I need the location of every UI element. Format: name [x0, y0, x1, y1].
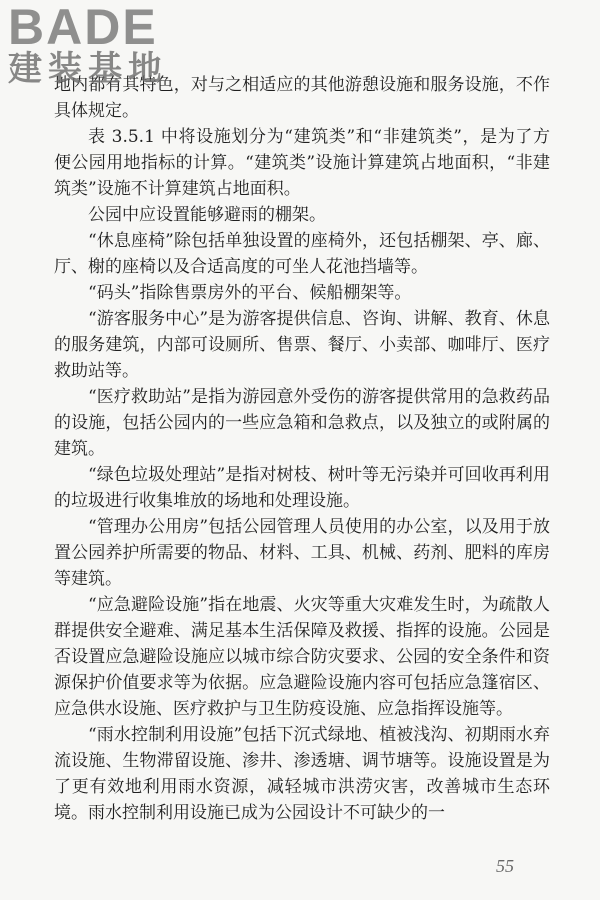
watermark-chinese-text: 建装基地 — [8, 49, 168, 89]
paragraph-medical-station: “医疗救助站”是指为游园意外受伤的游客提供常用的急救药品的设施，包括公园内的一些应急箱和急救点，以及独立的或附属的建筑。 — [54, 387, 550, 459]
paragraph-rain-shelter: 公园中应设置能够避雨的棚架。 — [88, 205, 326, 225]
body-text — [54, 72, 550, 826]
paragraph-emergency-facilities: “应急避险设施”指在地震、火灾等重大灾难发生时，为疏散人群提供安全避难、满足基本生活保障及救援、指挥的设施。公园是否设置应急避险设施应以城市综合防灾要求、公园的安全条件和资源保护价值要求等为依据。应急避险设施内容可包括应急篷宿区、应急供水设施、医疗救护与卫生防疫设施、应急指挥设施等。 — [54, 595, 550, 719]
paragraph-rainwater-facilities: “雨水控制利用设施”包括下沉式绿地、植被浅沟、初期雨水弃流设施、生物滞留设施、渗井、渗透塘、调节塘等。设施设置是为了更有效地利用雨水资源，减轻城市洪涝灾害，改善城市生态环境。雨水控制利用设施已成为公园设计不可缺少的一 — [54, 725, 550, 823]
paragraph-continued: 地内都有其特色，对与之相适应的其他游憩设施和服务设施，不作具体规定。 — [54, 75, 550, 121]
watermark-latin-text: BADE — [8, 0, 158, 55]
paragraph-visitor-center: “游客服务中心”是为游客提供信息、咨询、讲解、教育、休息的服务建筑，内部可设厕所、售票、餐厅、小卖部、咖啡厅、医疗救助站等。 — [54, 309, 550, 381]
bade-watermark-logo — [8, 2, 183, 94]
paragraph-green-waste-station: “绿色垃圾处理站”是指对树枝、树叶等无污染并可回收再利用的垃圾进行收集堆放的场地和处理设施。 — [54, 465, 550, 511]
page-number: 55 — [496, 856, 514, 876]
paragraph-dock: “码头”指除售票房外的平台、候船棚架等。 — [88, 283, 412, 303]
paragraph-management-office: “管理办公用房”包括公园管理人员使用的办公室，以及用于放置公园养护所需要的物品、材料、工具、机械、药剂、肥料的库房等建筑。 — [54, 517, 550, 589]
paragraph-rest-seating: “休息座椅”除包括单独设置的座椅外，还包括棚架、亭、廊、厅、榭的座椅以及合适高度的可坐人花池挡墙等。 — [54, 231, 550, 277]
paragraph-table-3-5-1: 表 3.5.1 中将设施划分为“建筑类”和“非建筑类”，是为了方便公园用地指标的计算。“建筑类”设施计算建筑占地面积，“非建筑类”设施不计算建筑占地面积。 — [54, 127, 550, 199]
